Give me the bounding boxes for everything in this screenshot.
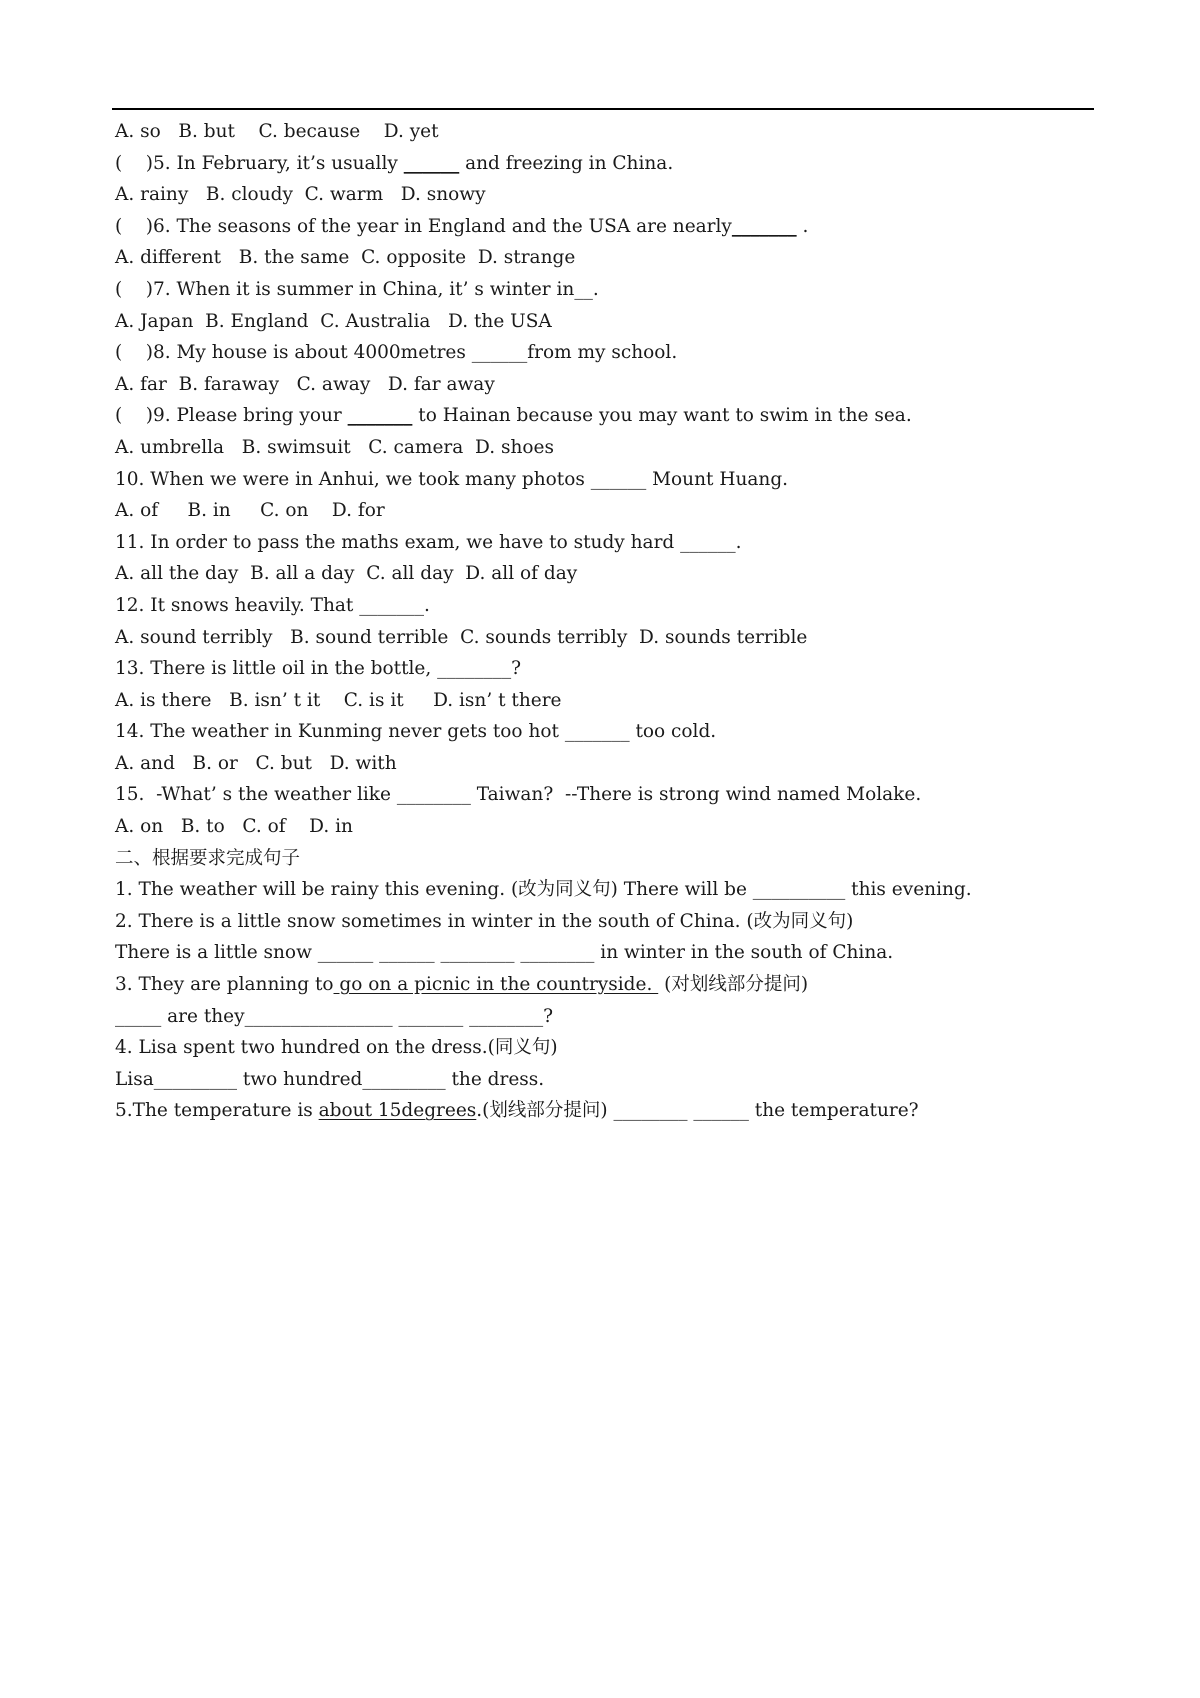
text-line [115,464,1105,496]
text-run: 10. When we were in Anhui, we took many photos ______ Mount Huang. [115,468,789,490]
text-line [115,716,1105,748]
text-line [115,748,1105,780]
text-run: A. on B. to C. of D. in [115,816,353,838]
text-run: 5.The temperature is [115,1100,319,1122]
text-run: (对划线部分提问) [658,974,809,996]
text-run: A. all the day B. all a day C. all day D. all of day [115,563,578,585]
text-run: A. sound terribly B. sound terrible C. sounds terribly D. sounds terrible [115,626,808,648]
text-line [115,622,1105,654]
text-run: A. different B. the same C. opposite D. strange [115,247,576,269]
text-line [115,843,1105,875]
header-rule [112,108,1094,110]
text-line [115,148,1105,180]
text-line [115,1032,1105,1064]
text-run: ( )5. In February, it’s usually [115,152,404,174]
text-run: 1. The weather will be rainy this evening. (改为同义句) There will be __________ this evening. [115,879,972,901]
text-line [115,558,1105,590]
underlined-text: go on a picnic in the countryside. [333,974,659,996]
text-run: .(划线部分提问) ________ ______ the temperature? [476,1100,919,1122]
text-run: _____ are they________________ _______ ________? [115,1005,554,1027]
text-run: 13. There is little oil in the bottle, ________? [115,658,522,680]
text-run: 3. They are planning to [115,974,334,996]
exercise-text [115,116,1105,1127]
text-run: Lisa_________ two hundred_________ the dress. [115,1068,545,1090]
text-line [115,274,1105,306]
text-run: A. is there B. isn’ t it C. is it D. isn’ t there [115,689,562,711]
text-run: . [796,215,809,237]
text-line [115,242,1105,274]
text-line [115,1095,1105,1127]
text-line [115,590,1105,622]
text-line [115,969,1105,1001]
text-run: ( )9. Please bring your [115,405,348,427]
text-line [115,369,1105,401]
text-line [115,779,1105,811]
text-run: A. Japan B. England C. Australia D. the USA [115,310,552,332]
text-run: A. far B. faraway C. away D. far away [115,373,495,395]
text-run: 12. It snows heavily. That _______. [115,594,430,616]
text-line [115,116,1105,148]
text-run: A. of B. in C. on D. for [115,500,385,522]
text-line [115,527,1105,559]
text-run: A. so B. but C. because D. yet [115,121,439,142]
text-line [115,306,1105,338]
text-run: A. umbrella B. swimsuit C. camera D. shoes [115,436,554,458]
text-line [115,653,1105,685]
text-run: A. and B. or C. but D. with [115,752,397,774]
text-run: 2. There is a little snow sometimes in winter in the south of China. (改为同义句) [115,910,854,932]
text-run: ( )7. When it is summer in China, it’ s winter in__. [115,278,599,300]
text-run: There is a little snow ______ ______ ________ ________ in winter in the south of China. [115,942,894,964]
underlined-text: ______ [403,152,460,174]
text-run: 15. -What’ s the weather like ________ Taiwan? --There is strong wind named Molake. [115,784,922,806]
text-run: ( )6. The seasons of the year in England and the USA are nearly [115,215,732,237]
text-run: 二、根据要求完成句子 [115,847,301,869]
text-run: 11. In order to pass the maths exam, we have to study hard ______. [115,531,742,553]
text-line [115,685,1105,717]
text-line [115,495,1105,527]
text-line [115,906,1105,938]
text-line [115,811,1105,843]
text-line [115,179,1105,211]
text-run: and freezing in China. [459,152,674,174]
text-line [115,937,1105,969]
underlined-text: _______ [347,405,413,427]
text-line [115,874,1105,906]
text-run: ( )8. My house is about 4000metres ______from my school. [115,342,678,364]
text-run: 14. The weather in Kunming never gets too hot _______ too cold. [115,721,717,743]
text-run: 4. Lisa spent two hundred on the dress.(同义句) [115,1037,558,1059]
text-line [115,337,1105,369]
text-run: A. rainy B. cloudy C. warm D. snowy [115,184,486,206]
underlined-text: _______ [731,215,797,237]
underlined-text: about 15degrees [318,1100,477,1122]
text-line [115,432,1105,464]
text-line [115,211,1105,243]
text-line [115,1001,1105,1033]
text-line [115,1064,1105,1096]
text-run: to Hainan because you may want to swim in the sea. [412,405,912,427]
text-line [115,400,1105,432]
